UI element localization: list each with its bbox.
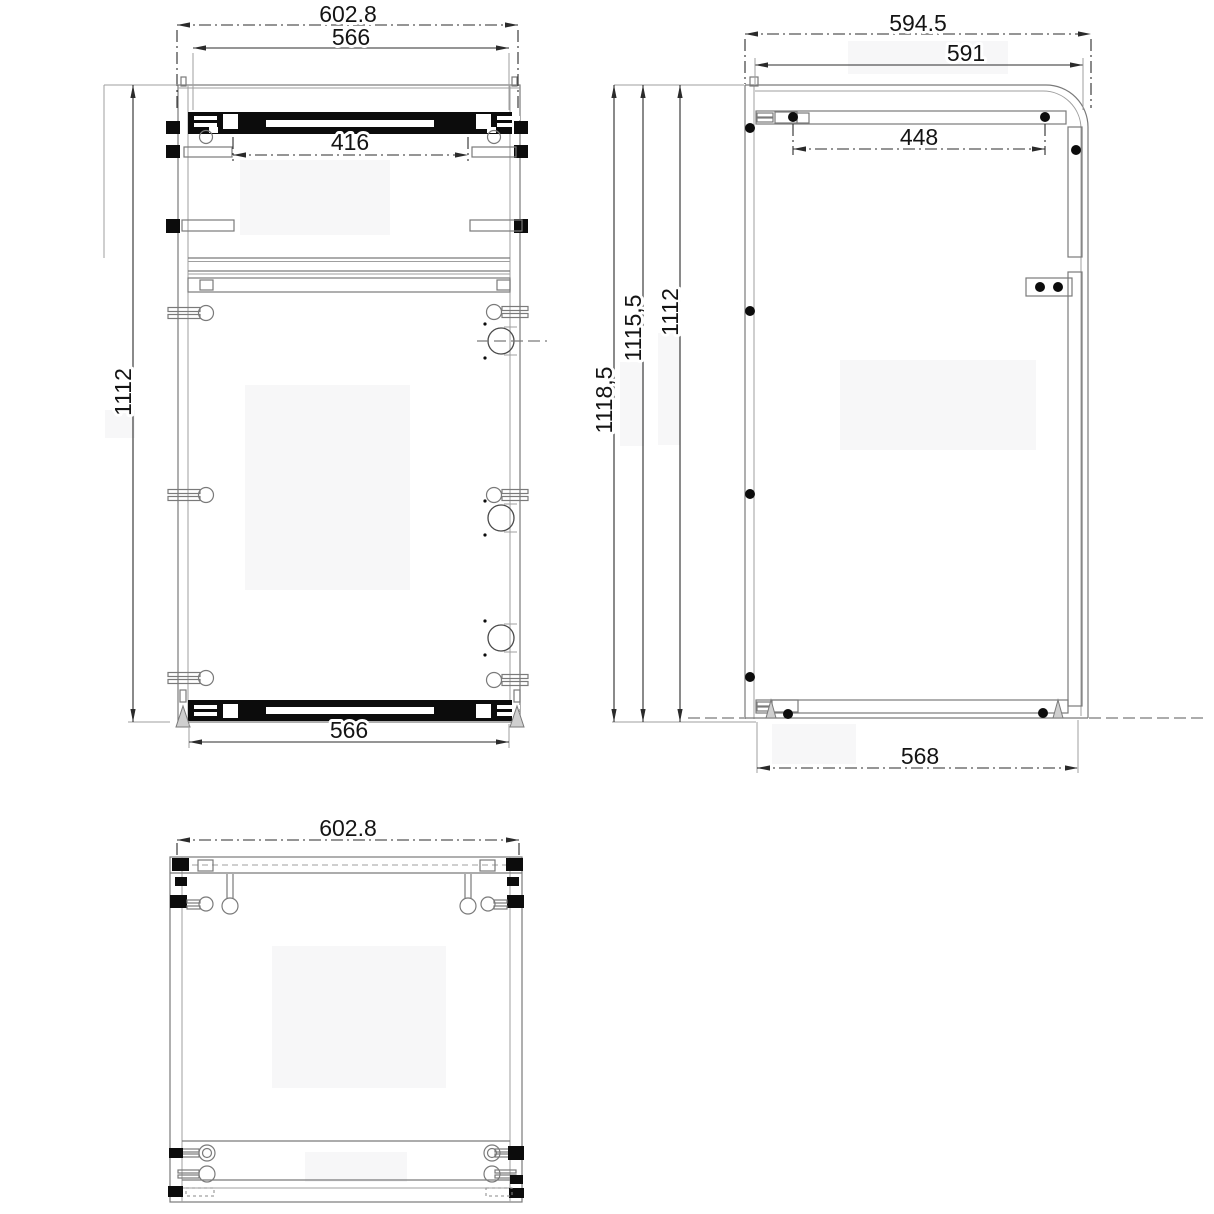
- dim-side-depth-overall: 594.5: [889, 10, 947, 36]
- dim-front-width-bottom: 566: [329, 717, 369, 743]
- dim-bottom-width-overall: 602.8: [319, 815, 377, 841]
- bottom-dimensions: [177, 815, 519, 857]
- side-top-rail: [756, 111, 1066, 124]
- dim-front-width-top: 566: [331, 24, 371, 50]
- front-dowel-holes-right: [487, 305, 529, 688]
- dim-side-height-inner: 1112: [657, 288, 683, 336]
- front-view: [104, 1, 547, 748]
- dim-side-depth-top: 591: [946, 40, 986, 66]
- front-shelf-divider: [188, 258, 510, 292]
- bottom-dowel-pins: [187, 874, 507, 914]
- dim-side-depth-bottom: 568: [900, 743, 940, 769]
- dim-front-width-overall: 602.8: [319, 1, 377, 27]
- dim-side-depth-inner: 448: [899, 124, 939, 150]
- side-bottom-rail: [756, 700, 1068, 719]
- dim-front-height: 1112: [110, 368, 136, 416]
- dim-front-width-inner: 416: [330, 129, 370, 155]
- watermark-boxes: [105, 41, 1036, 1182]
- front-dowel-holes-left: [168, 306, 214, 686]
- dim-side-height-overall: 1118,5: [591, 366, 617, 434]
- dim-side-height-mid: 1115,5: [620, 294, 646, 362]
